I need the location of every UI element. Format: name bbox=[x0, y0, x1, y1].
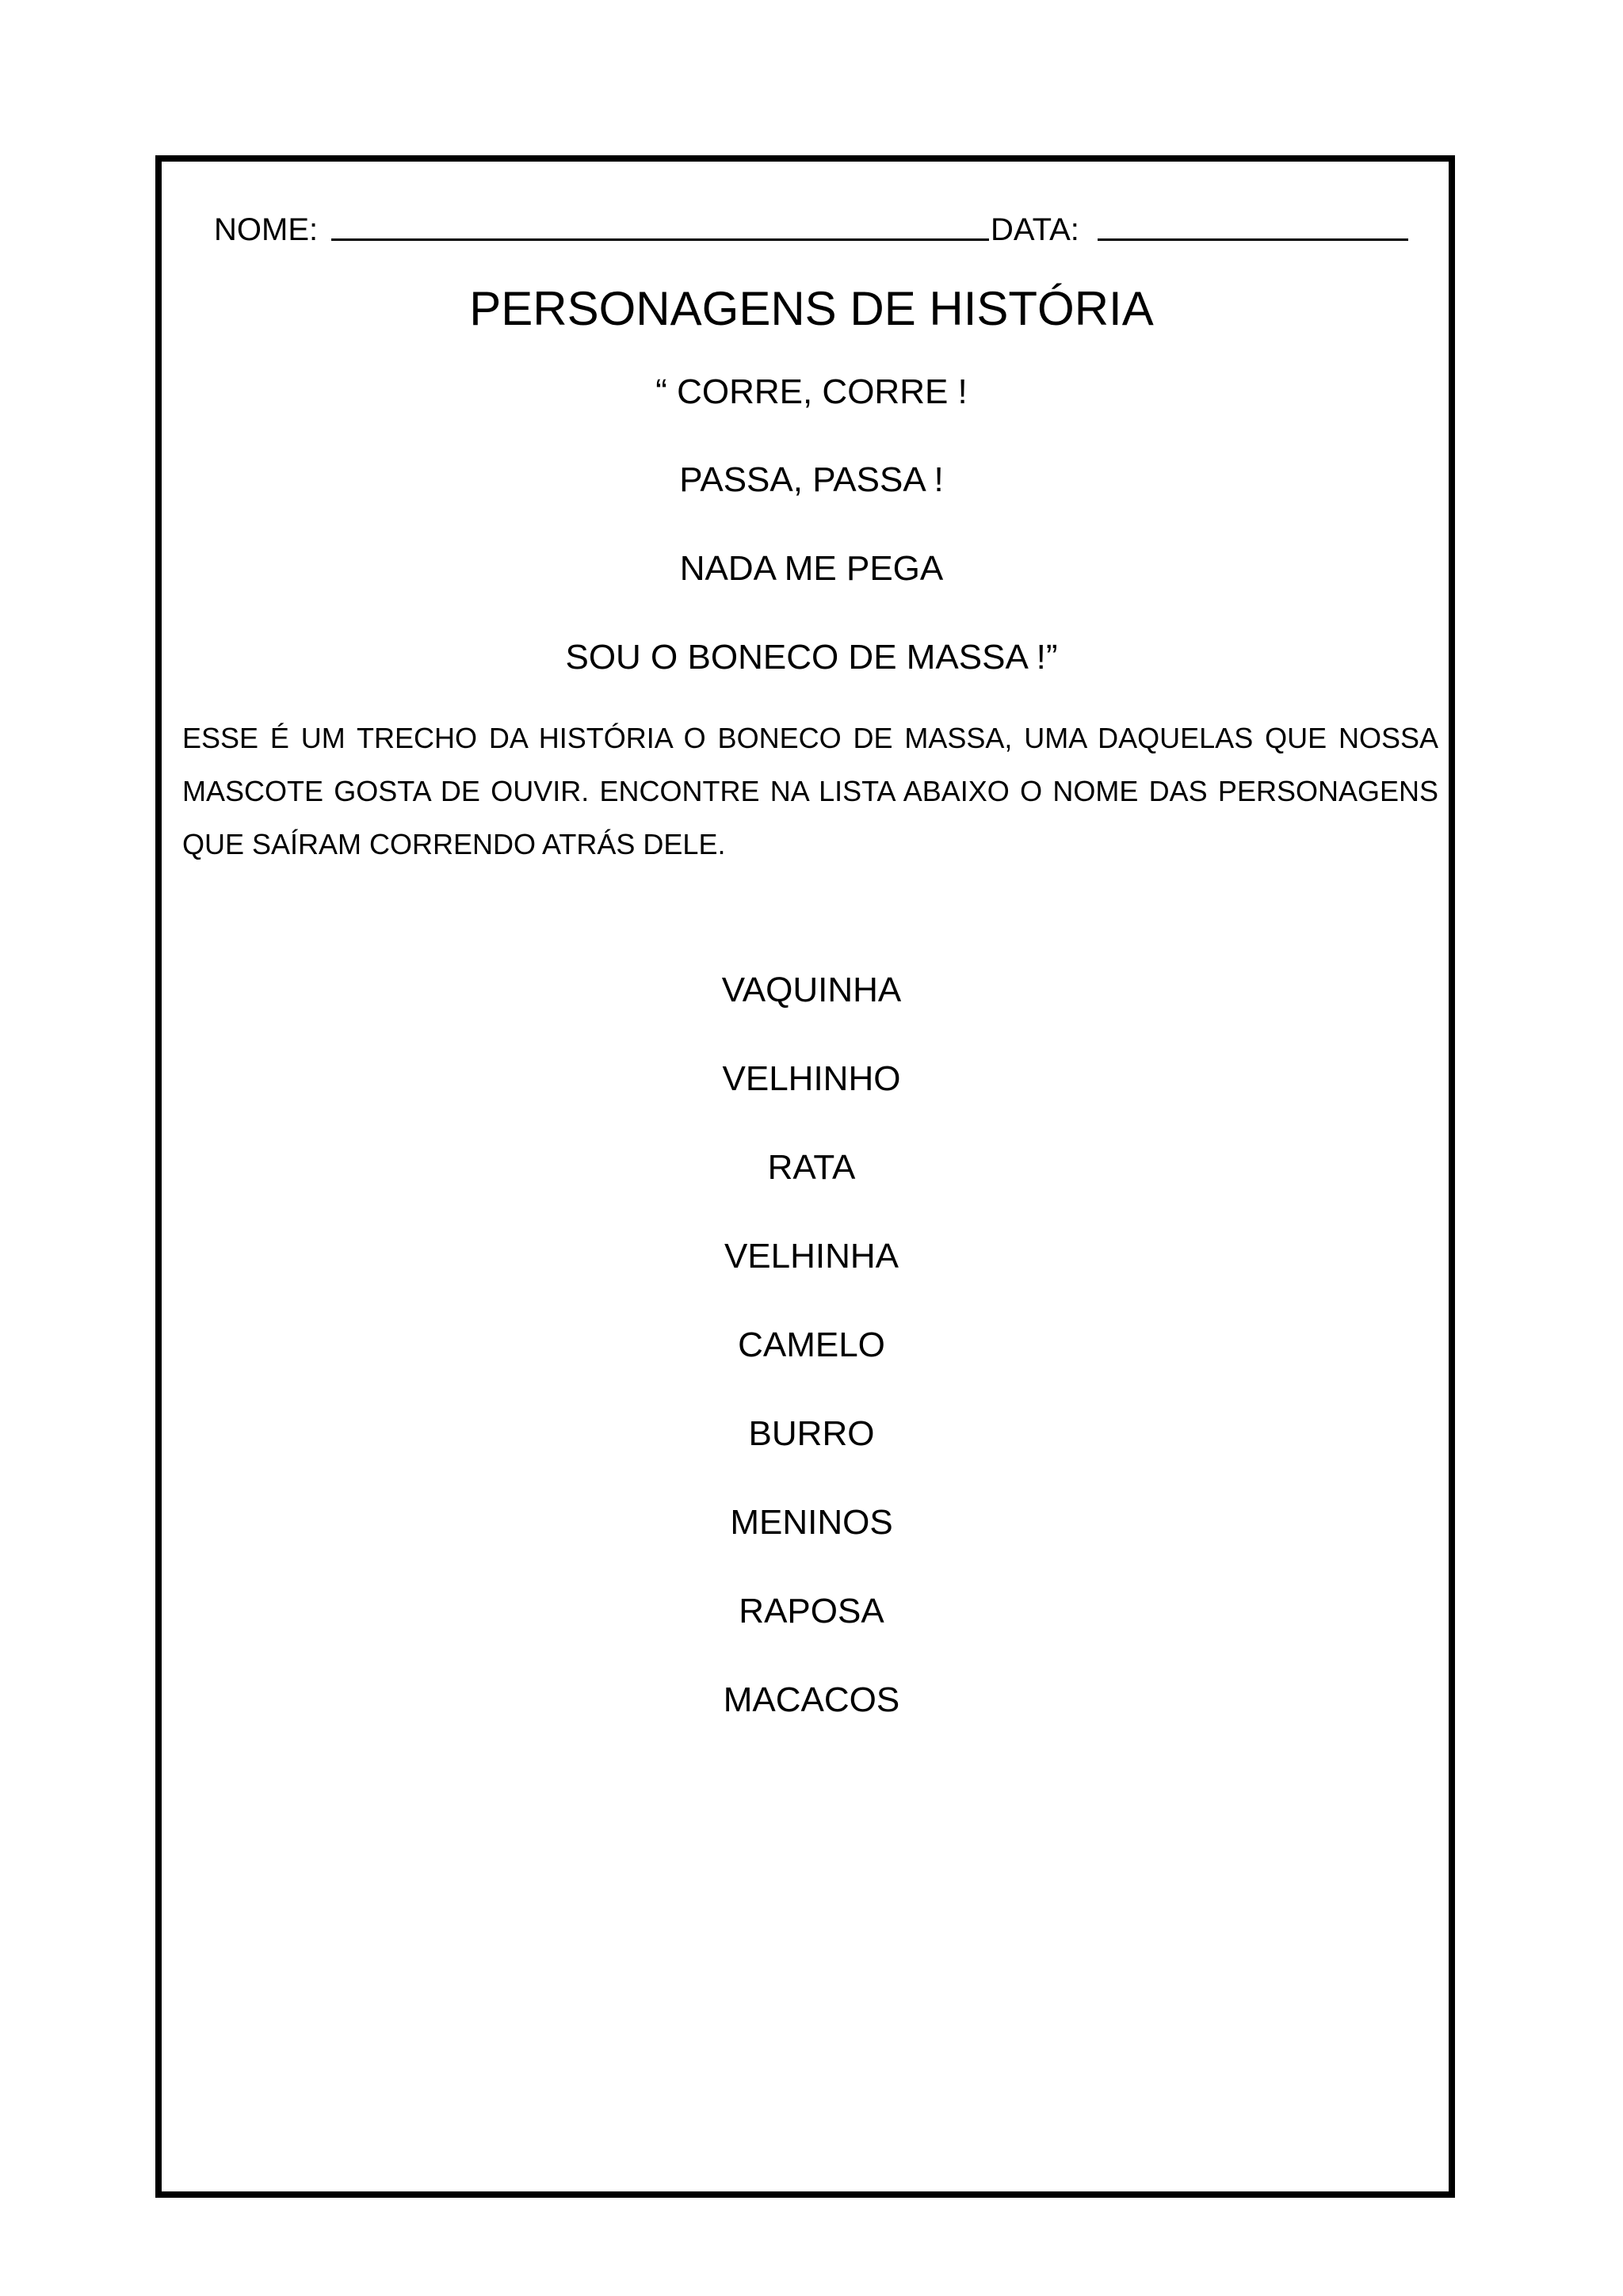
list-item-rata: RATA bbox=[767, 1148, 856, 1187]
list-item-macacos: MACACOS bbox=[723, 1680, 900, 1719]
page-title: PERSONAGENS DE HISTÓRIA bbox=[469, 282, 1154, 335]
verse-line-1: “ CORRE, CORRE ! bbox=[655, 372, 968, 411]
verse-line-3: NADA ME PEGA bbox=[679, 549, 944, 588]
date-label: DATA: bbox=[991, 212, 1079, 247]
name-label: NOME: bbox=[214, 212, 319, 247]
list-item-camelo: CAMELO bbox=[738, 1325, 885, 1364]
list-item-vaquinha: VAQUINHA bbox=[721, 971, 902, 1009]
list-item-meninos: MENINOS bbox=[730, 1503, 893, 1542]
list-item-burro: BURRO bbox=[748, 1414, 875, 1453]
list-item-velhinha: VELHINHA bbox=[724, 1237, 899, 1276]
verse-line-4: SOU O BONECO DE MASSA !” bbox=[565, 638, 1058, 677]
list-item-velhinho: VELHINHO bbox=[722, 1059, 901, 1098]
verse-line-2: PASSA, PASSA ! bbox=[679, 460, 944, 499]
date-field[interactable] bbox=[1098, 210, 1408, 241]
student-header bbox=[214, 210, 1419, 250]
list-item-raposa: RAPOSA bbox=[739, 1592, 884, 1630]
name-field[interactable] bbox=[331, 210, 989, 241]
instructions-paragraph: ESSE É UM TRECHO DA HISTÓRIA O BONECO DE MASSA, UMA DAQUELAS QUE NOSSA MASCOTE GOSTA DE OUVIR. ENCONTRE NA LISTA ABAIXO O NOME DAS PERSONAGENS QUE SAÍRAM CORRENDO ATRÁS DELE. bbox=[182, 722, 1438, 860]
